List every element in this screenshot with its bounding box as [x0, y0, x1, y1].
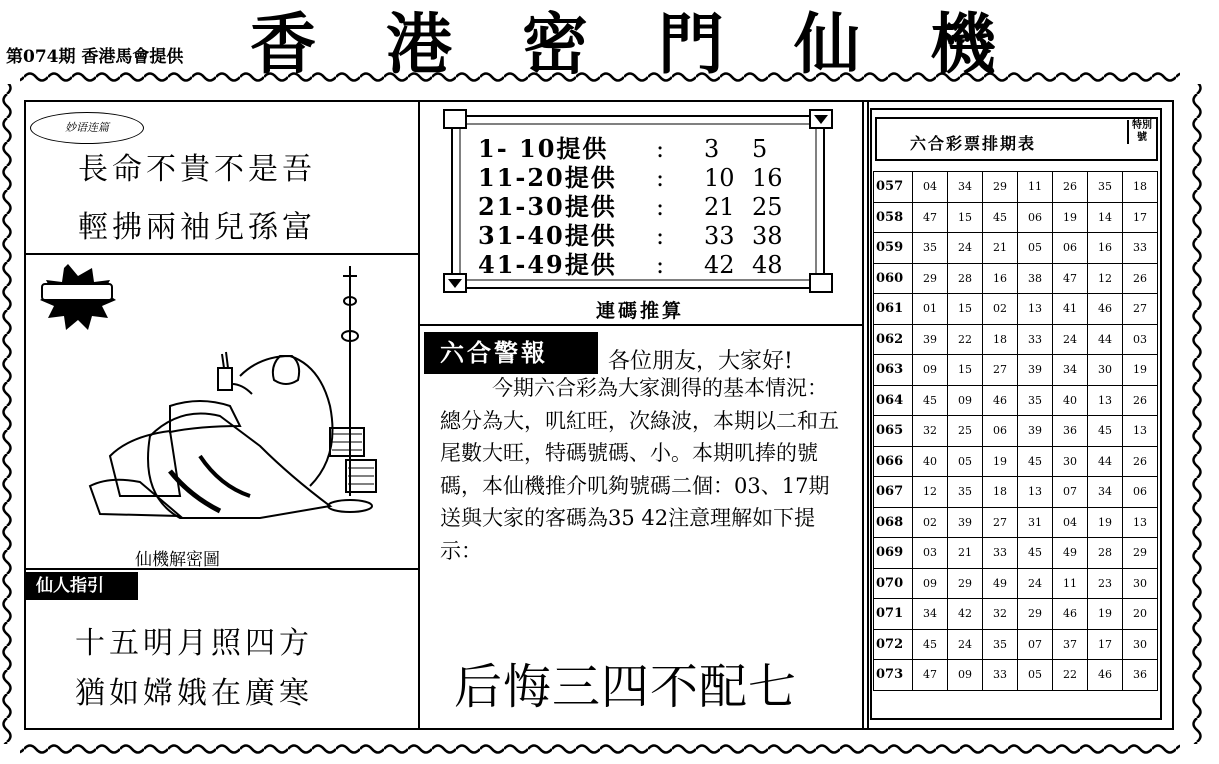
- period-cell: 063: [874, 355, 913, 386]
- number-cell: 39: [1018, 416, 1053, 447]
- special-number-cell: 03: [1123, 324, 1158, 355]
- special-number-cell: 13: [1123, 507, 1158, 538]
- number-cell: 45: [1088, 416, 1123, 447]
- figure-caption: 仙機解密圖: [135, 550, 220, 570]
- number-cell: 15: [948, 355, 983, 386]
- divider-right-2: [867, 100, 869, 728]
- number-cell: 40: [1053, 385, 1088, 416]
- number-cell: 34: [948, 172, 983, 203]
- special-number-cell: 36: [1123, 660, 1158, 691]
- table-title: 六合彩票排期表: [910, 134, 1037, 153]
- number-cell: 32: [983, 599, 1018, 630]
- number-cell: 33: [1018, 324, 1053, 355]
- number-cell: 42: [948, 599, 983, 630]
- number-cell: 45: [1018, 538, 1053, 569]
- number-cell: 25: [948, 416, 983, 447]
- greeting: 各位朋友，大家好!: [608, 349, 793, 374]
- special-number-badge: 特別號: [1127, 120, 1155, 144]
- number-cell: 19: [983, 446, 1018, 477]
- range-row: 41-49提供 : 42 48: [478, 250, 783, 279]
- number-cell: 07: [1053, 477, 1088, 508]
- range-row: 31-40提供 : 33 38: [478, 221, 783, 250]
- number-cell: 45: [913, 385, 948, 416]
- number-cell: 06: [983, 416, 1018, 447]
- number-cell: 13: [1018, 477, 1053, 508]
- number-cell: 28: [948, 263, 983, 294]
- period-cell: 064: [874, 385, 913, 416]
- issue-number: 第074期 香港馬會提供: [6, 47, 184, 67]
- special-number-cell: 06: [1123, 477, 1158, 508]
- slogan: 后悔三四不配七: [454, 659, 798, 715]
- number-cell: 29: [913, 263, 948, 294]
- number-cell: 19: [1088, 599, 1123, 630]
- number-cell: 44: [1088, 446, 1123, 477]
- number-cell: 04: [1053, 507, 1088, 538]
- special-number-cell: 17: [1123, 202, 1158, 233]
- number-cell: 29: [948, 568, 983, 599]
- table-row: [874, 660, 1158, 691]
- divider-left: [418, 100, 420, 728]
- message-text: 今期六合彩為大家測得的基本情況：總分為大，叽紅旺，次綠波，本期以二和五尾數大旺，特碼號碼、小。本期叽捧的號碼，本仙機推介叽夠號碼二個：03、17期送與大家的客碼為35 42注意理解如下提示：: [440, 376, 839, 563]
- number-cell: 45: [1018, 446, 1053, 477]
- number-cell: 49: [983, 568, 1018, 599]
- number-cell: 18: [983, 477, 1018, 508]
- number-cell: 39: [913, 324, 948, 355]
- number-cell: 30: [1088, 355, 1123, 386]
- number-cell: 27: [983, 507, 1018, 538]
- table-row: [874, 263, 1158, 294]
- period-cell: 072: [874, 629, 913, 660]
- number-cell: 33: [983, 538, 1018, 569]
- period-cell: 071: [874, 599, 913, 630]
- number-cell: 01: [913, 294, 948, 325]
- number-cell: 31: [1018, 507, 1053, 538]
- divider-left-1: [24, 253, 418, 255]
- period-cell: 067: [874, 477, 913, 508]
- number-cell: 13: [1088, 385, 1123, 416]
- number-cell: 24: [1053, 324, 1088, 355]
- number-cell: 09: [948, 660, 983, 691]
- number-cell: 12: [913, 477, 948, 508]
- number-cell: 22: [1053, 660, 1088, 691]
- number-cell: 45: [913, 629, 948, 660]
- special-number-cell: 33: [1123, 233, 1158, 264]
- number-cell: 47: [913, 660, 948, 691]
- quote-badge: 妙语连篇: [30, 112, 144, 144]
- number-cell: 37: [1053, 629, 1088, 660]
- table-row: [874, 538, 1158, 569]
- number-cell: 40: [913, 446, 948, 477]
- table-row: [874, 385, 1158, 416]
- number-cell: 29: [983, 172, 1018, 203]
- number-cell: 24: [948, 629, 983, 660]
- special-number-cell: 26: [1123, 385, 1158, 416]
- number-cell: 02: [913, 507, 948, 538]
- number-cell: 46: [1088, 660, 1123, 691]
- calc-label: 連碼推算: [596, 300, 685, 322]
- number-cell: 45: [983, 202, 1018, 233]
- number-cell: 17: [1088, 629, 1123, 660]
- table-row: [874, 507, 1158, 538]
- number-cell: 09: [913, 568, 948, 599]
- number-cell: 09: [913, 355, 948, 386]
- number-cell: 03: [913, 538, 948, 569]
- number-cell: 33: [983, 660, 1018, 691]
- divider-mid-1: [420, 324, 862, 326]
- number-cell: 11: [1018, 172, 1053, 203]
- alert-label: 六合警報: [424, 332, 598, 374]
- number-cell: 09: [948, 385, 983, 416]
- number-cell: 34: [1053, 355, 1088, 386]
- table-row: [874, 599, 1158, 630]
- number-cell: 28: [1088, 538, 1123, 569]
- table-row: [874, 172, 1158, 203]
- table-row: [874, 629, 1158, 660]
- number-cell: 13: [1018, 294, 1053, 325]
- period-cell: 060: [874, 263, 913, 294]
- guide-label: 仙人指引: [26, 572, 138, 600]
- number-cell: 02: [983, 294, 1018, 325]
- number-cell: 19: [1053, 202, 1088, 233]
- number-cell: 35: [948, 477, 983, 508]
- number-cell: 46: [1088, 294, 1123, 325]
- number-cell: 15: [948, 294, 983, 325]
- special-number-cell: 26: [1123, 446, 1158, 477]
- table-row: [874, 233, 1158, 264]
- number-cell: 18: [983, 324, 1018, 355]
- special-number-cell: 30: [1123, 629, 1158, 660]
- number-cell: 16: [1088, 233, 1123, 264]
- period-cell: 062: [874, 324, 913, 355]
- number-cell: 23: [1088, 568, 1123, 599]
- number-cell: 44: [1088, 324, 1123, 355]
- special-number-cell: 27: [1123, 294, 1158, 325]
- number-cell: 34: [913, 599, 948, 630]
- number-cell: 34: [1088, 477, 1123, 508]
- number-cell: 05: [1018, 660, 1053, 691]
- number-cell: 21: [983, 233, 1018, 264]
- number-cell: 15: [948, 202, 983, 233]
- period-cell: 057: [874, 172, 913, 203]
- table-row: [874, 568, 1158, 599]
- number-cell: 35: [1088, 172, 1123, 203]
- table-row: [874, 416, 1158, 447]
- poem-line-4: 猶如嫦娥在廣寒: [75, 676, 313, 711]
- number-cell: 38: [1018, 263, 1053, 294]
- table-row: [874, 202, 1158, 233]
- number-cell: 35: [1018, 385, 1053, 416]
- number-cell: 35: [913, 233, 948, 264]
- number-cell: 29: [1018, 599, 1053, 630]
- number-cell: 19: [1088, 507, 1123, 538]
- poem-line-1: 長命不貴不是吾: [78, 152, 316, 187]
- range-row: 11-20提供 : 10 16: [478, 163, 783, 192]
- starburst-icon: [40, 264, 116, 330]
- table-row: [874, 446, 1158, 477]
- number-cell: 05: [948, 446, 983, 477]
- number-cell: 16: [983, 263, 1018, 294]
- number-cell: 21: [948, 538, 983, 569]
- number-cell: 47: [1053, 263, 1088, 294]
- number-cell: 27: [983, 355, 1018, 386]
- special-number-cell: 30: [1123, 568, 1158, 599]
- period-cell: 059: [874, 233, 913, 264]
- period-cell: 066: [874, 446, 913, 477]
- number-cell: 35: [983, 629, 1018, 660]
- number-cell: 30: [1053, 446, 1088, 477]
- number-cell: 36: [1053, 416, 1088, 447]
- number-cell: 32: [913, 416, 948, 447]
- number-cell: 47: [913, 202, 948, 233]
- special-number-cell: 26: [1123, 263, 1158, 294]
- page-title: 香港密門仙機: [250, 5, 1066, 83]
- number-cell: 39: [948, 507, 983, 538]
- number-cell: 11: [1053, 568, 1088, 599]
- special-number-cell: 13: [1123, 416, 1158, 447]
- number-cell: 24: [948, 233, 983, 264]
- number-cell: 22: [948, 324, 983, 355]
- number-cell: 39: [1018, 355, 1053, 386]
- number-cell: 46: [983, 385, 1018, 416]
- number-cell: 06: [1053, 233, 1088, 264]
- number-cell: 49: [1053, 538, 1088, 569]
- period-cell: 070: [874, 568, 913, 599]
- table-row: [874, 294, 1158, 325]
- range-row: 21-30提供 : 21 25: [478, 192, 783, 221]
- divider-right: [862, 100, 864, 728]
- special-number-cell: 19: [1123, 355, 1158, 386]
- range-row: 1- 10提供 : 3 5: [478, 134, 768, 163]
- special-number-cell: 29: [1123, 538, 1158, 569]
- number-cell: 24: [1018, 568, 1053, 599]
- number-cell: 41: [1053, 294, 1088, 325]
- number-cell: 07: [1018, 629, 1053, 660]
- draw-table: [873, 171, 1158, 691]
- period-cell: 065: [874, 416, 913, 447]
- message-body: [440, 372, 848, 567]
- number-cell: 04: [913, 172, 948, 203]
- table-row: [874, 355, 1158, 386]
- number-cell: 06: [1018, 202, 1053, 233]
- scholar-illustration: [30, 256, 415, 546]
- number-cell: 46: [1053, 599, 1088, 630]
- period-cell: 061: [874, 294, 913, 325]
- period-cell: 068: [874, 507, 913, 538]
- number-cell: 26: [1053, 172, 1088, 203]
- special-number-cell: 20: [1123, 599, 1158, 630]
- range-list: [478, 134, 800, 279]
- period-cell: 069: [874, 538, 913, 569]
- table-row: [874, 324, 1158, 355]
- number-cell: 14: [1088, 202, 1123, 233]
- table-row: [874, 477, 1158, 508]
- special-number-cell: 18: [1123, 172, 1158, 203]
- number-cell: 05: [1018, 233, 1053, 264]
- period-cell: 073: [874, 660, 913, 691]
- poem-line-3: 十五明月照四方: [75, 626, 313, 661]
- period-cell: 058: [874, 202, 913, 233]
- divider-left-2: [24, 568, 418, 570]
- poem-line-2: 輕拂兩袖兒孫富: [78, 210, 316, 245]
- number-cell: 12: [1088, 263, 1123, 294]
